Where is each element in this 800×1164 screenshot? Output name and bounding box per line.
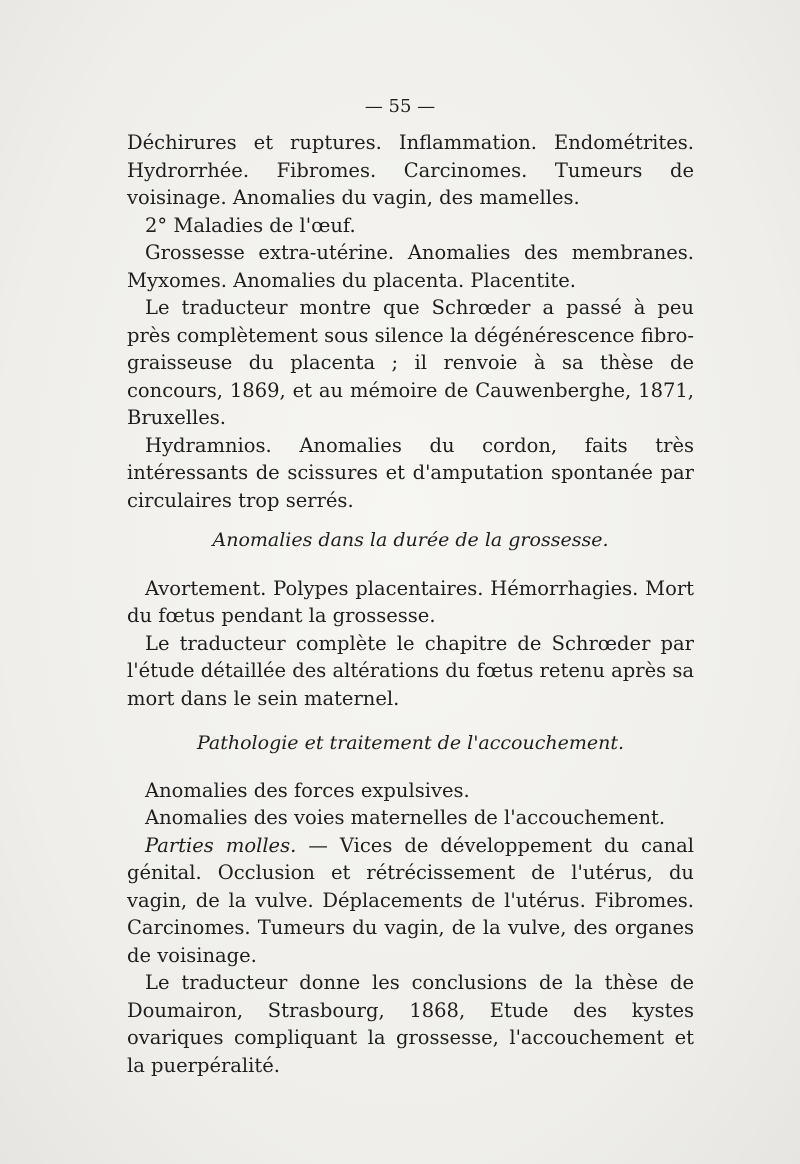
paragraph: Hydramnios. Anomalies du cordon, faits très intéressants de scissures et d'amputation spontanée par circulaires trop serrés. — [127, 433, 694, 512]
section-heading: Anomalies dans la durée de la grossesse. — [212, 529, 609, 551]
italic-lead: Parties molles. — [145, 833, 297, 857]
body-text — [127, 129, 694, 1079]
paragraph: Le traducteur donne les conclusions de la thèse de Doumairon, Strasbourg, 1868, Etude des kystes ovariques compliquant la grossesse, l'accouchement et la puerpéralité. — [127, 971, 694, 1077]
paragraph: Anomalies des voies maternelles de l'accouchement. — [145, 806, 666, 829]
page-number: — 55 — — [364, 96, 436, 117]
paragraph: Le traducteur montre que Schrœder a passé à peu près complètement sous silence la dégénérescence fibro-graisseuse du placenta ; il renvoie à sa thèse de concours, 1869, et au mémoire de Cauwenberghe, 1871, Bruxelles. — [127, 296, 694, 429]
paragraph: Le traducteur complète le chapitre de Schrœder par l'étude détaillée des altérations du fœtus retenu après sa mort dans le sein maternel. — [127, 631, 694, 710]
paragraph — [127, 832, 694, 970]
paragraph: Déchirures et ruptures. Inflammation. Endométrites. Hydrorrhée. Fibromes. Carcinomes. Tumeurs de voisinage. Anomalies du vagin, des mamelles. — [127, 131, 694, 209]
paragraph-text: — Vices de développement du canal génital. Occlusion et rétrécissement de l'utérus, du vagin, de la vulve. Déplacements de l'utérus. Fibromes. Carcinomes. Tumeurs du vagin, de la vulve, des organes de voisinage. — [127, 833, 695, 967]
section-heading: Pathologie et traitement de l'accouchement. — [196, 732, 625, 754]
paragraph: Avortement. Polypes placentaires. Hémorrhagies. Mort du fœtus pendant la grossesse. — [127, 576, 694, 627]
paragraph: Grossesse extra-utérine. Anomalies des membranes. Myxomes. Anomalies du placenta. Placentite. — [127, 241, 694, 292]
paragraph: Anomalies des forces expulsives. — [145, 778, 470, 802]
section-subtitle: 2° Maladies de l'œuf. — [145, 213, 356, 237]
